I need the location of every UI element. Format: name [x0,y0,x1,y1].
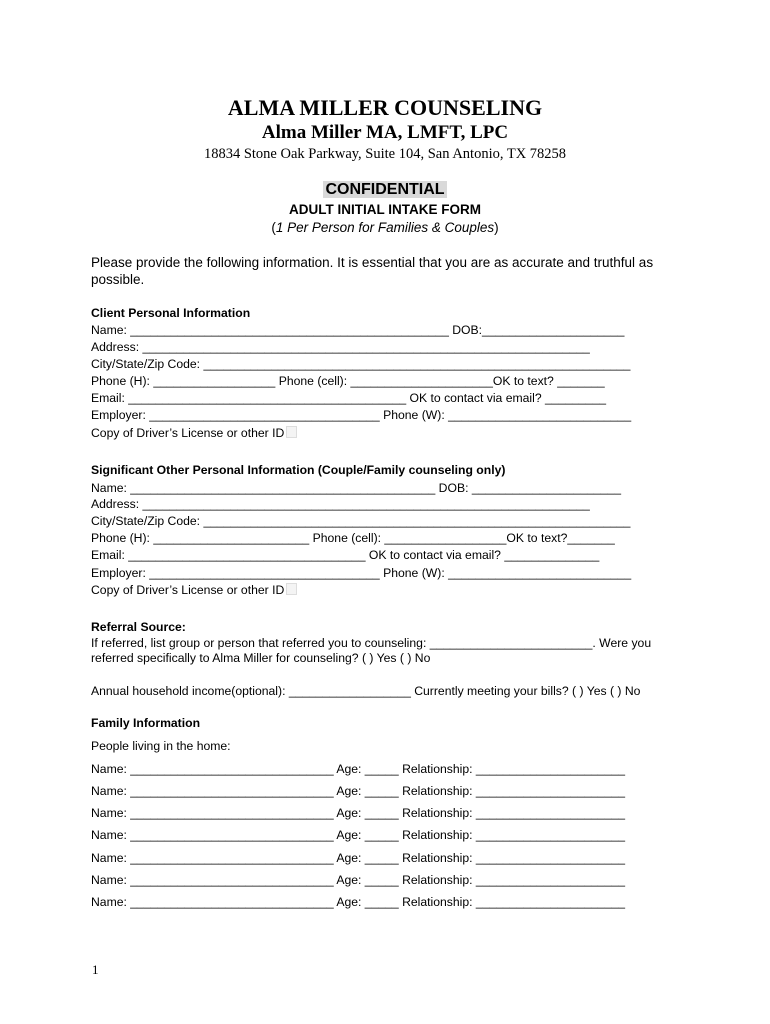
intro-line-1: Please provide the following information. It is essential that you are as accurate and truthful as [91,255,654,270]
referral-field[interactable]: If referred, list group or person that referred you to counseling: ________________________. Were you [91,636,652,650]
counselor-name: Alma Miller MA, LMFT, LPC [261,122,509,143]
client-heading: Client Personal Information [91,306,251,320]
so-license-checkbox[interactable] [286,583,297,595]
confidential-label [0,181,770,199]
page-number: 1 [92,962,99,977]
so-city-field[interactable]: City/State/Zip Code: _______________________________________________________________ [91,514,631,528]
income-field[interactable]: Annual household income(optional): __________________ Currently meeting your bills? ( ) Yes ( ) No [91,684,641,698]
family-row[interactable]: Name: ______________________________ Age: _____ Relationship: ______________________ [91,873,626,887]
client-phone-field[interactable]: Phone (H): __________________ Phone (cell): _____________________OK to text? _______ [91,374,605,388]
family-row[interactable]: Name: ______________________________ Age: _____ Relationship: ______________________ [91,762,626,776]
client-email-field[interactable]: Email: _________________________________________ OK to contact via email? _________ [91,391,607,405]
people-living-label: People living in the home: [91,739,231,753]
family-heading: Family Information [91,716,201,730]
subtitle-open-paren: ( [271,220,276,235]
form-title: ADULT INITIAL INTAKE FORM [289,202,481,217]
referral-specific-field[interactable]: referred specifically to Alma Miller for counseling? ( ) Yes ( ) No [91,651,431,665]
confidential-highlight: CONFIDENTIAL [325,181,445,198]
referral-heading: Referral Source: [91,620,186,634]
so-email-field[interactable]: Email: ___________________________________ OK to contact via email? ______________ [91,548,600,562]
intro-line-2: possible. [91,272,145,287]
client-license-row [91,426,297,440]
family-row[interactable]: Name: ______________________________ Age: _____ Relationship: ______________________ [91,806,626,820]
office-address: 18834 Stone Oak Parkway, Suite 104, San Antonio, TX 78258 [203,146,567,162]
so-name-field[interactable]: Name: _____________________________________________ DOB: ______________________ [91,481,621,495]
family-row[interactable]: Name: ______________________________ Age: _____ Relationship: ______________________ [91,828,626,842]
so-license-label: Copy of Driver’s License or other ID [91,583,285,597]
client-employer-field[interactable]: Employer: __________________________________ Phone (W): ___________________________ [91,408,632,422]
so-phone-field[interactable]: Phone (H): _______________________ Phone (cell): __________________OK to text?_______ [91,531,615,545]
client-license-label: Copy of Driver’s License or other ID [91,426,285,440]
so-license-row [91,583,297,597]
so-employer-field[interactable]: Employer: __________________________________ Phone (W): ___________________________ [91,566,632,580]
family-row[interactable]: Name: ______________________________ Age: _____ Relationship: ______________________ [91,784,626,798]
so-address-field[interactable]: Address: __________________________________________________________________ [91,497,590,511]
client-name-field[interactable]: Name: _______________________________________________ DOB:_____________________ [91,323,625,337]
client-city-field[interactable]: City/State/Zip Code: _______________________________________________________________ [91,357,631,371]
client-license-checkbox[interactable] [286,426,297,438]
family-row[interactable]: Name: ______________________________ Age: _____ Relationship: ______________________ [91,851,626,865]
client-address-field[interactable]: Address: __________________________________________________________________ [91,340,590,354]
so-heading: Significant Other Personal Information (Couple/Family counseling only) [91,463,506,477]
org-title: ALMA MILLER COUNSELING [227,95,543,120]
family-row[interactable]: Name: ______________________________ Age: _____ Relationship: ______________________ [91,895,626,909]
subtitle-close-paren: ) [494,220,499,235]
form-subtitle [0,220,770,235]
subtitle-text: 1 Per Person for Families & Couples [275,220,495,235]
